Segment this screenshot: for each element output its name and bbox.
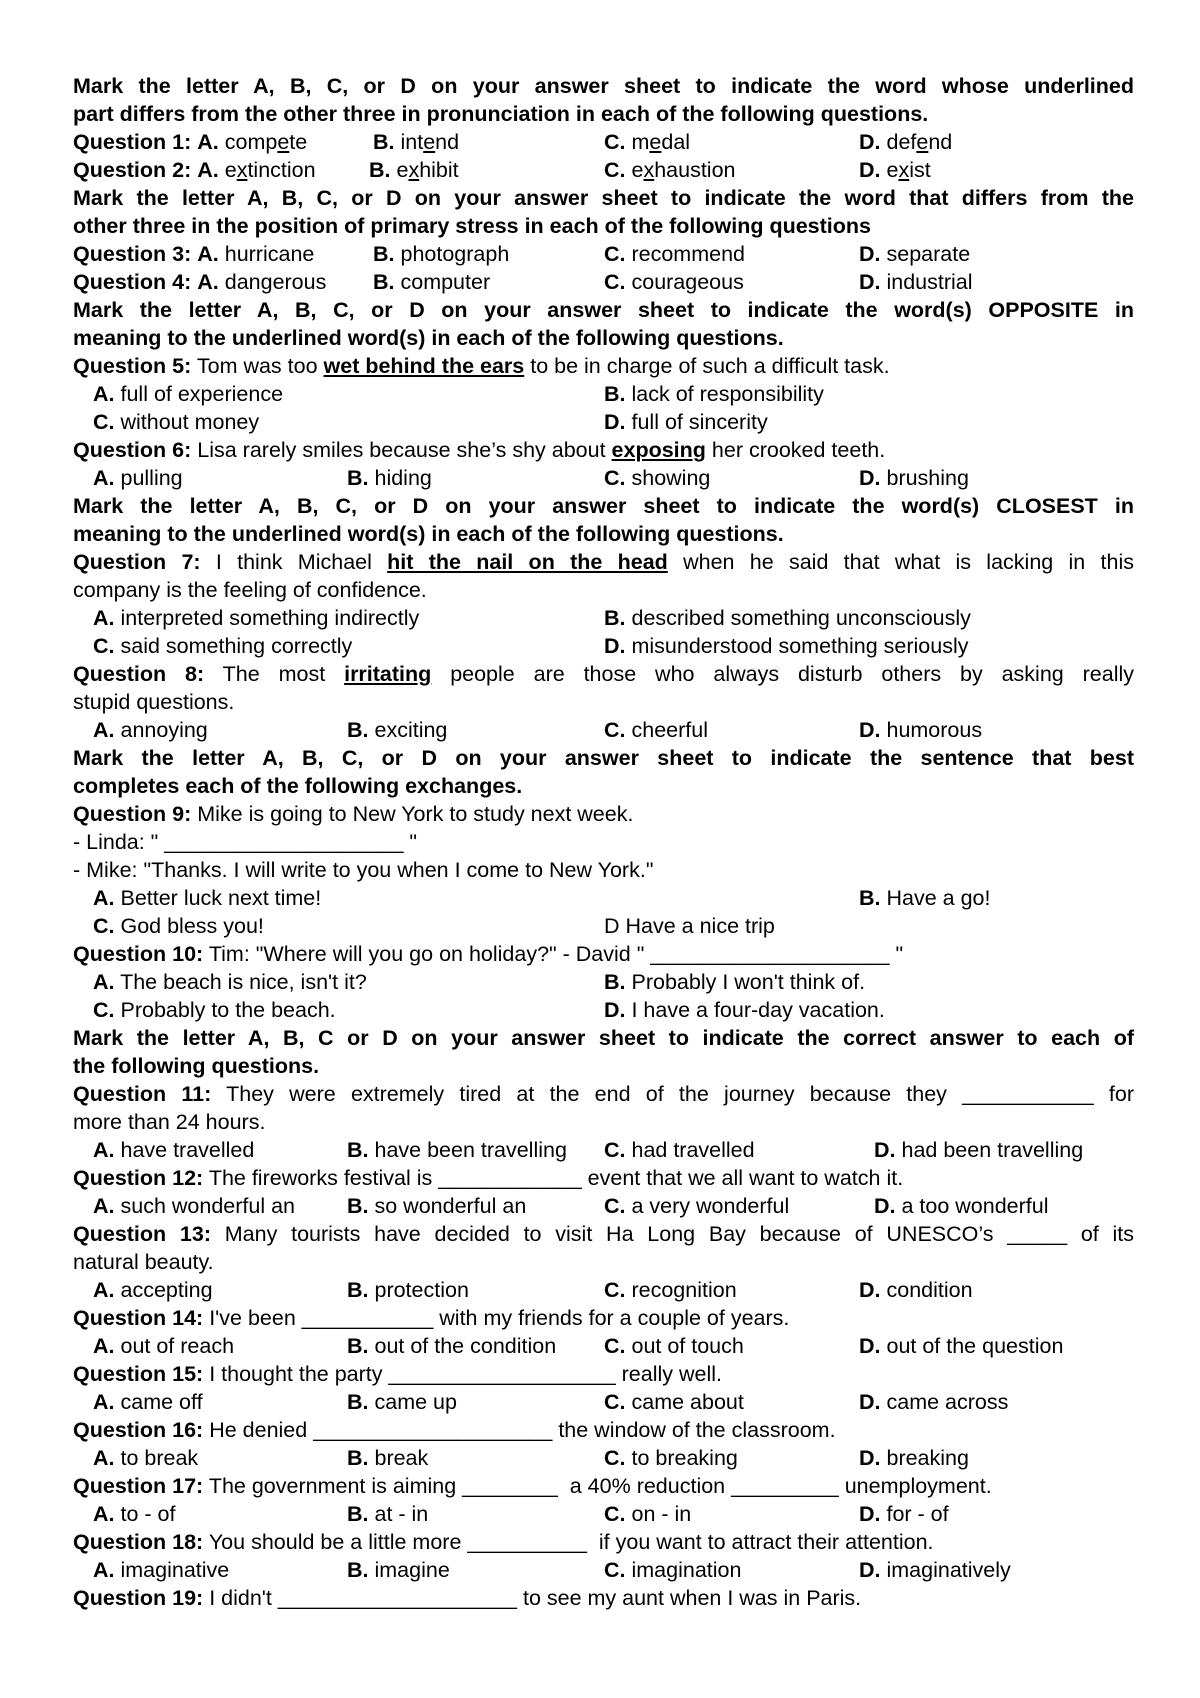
- option-b: at - in: [374, 1502, 429, 1526]
- question-label: Question 8:: [73, 662, 205, 686]
- option-a: came off: [120, 1390, 203, 1414]
- option-d: brushing: [886, 466, 969, 490]
- question-9-mike: - Mike: "Thanks. I will write to you when I come to New York.": [73, 858, 654, 882]
- question-6: Question 6: Lisa rarely smiles because she’s shy about exposing her crooked teeth.: [73, 438, 886, 462]
- question-11-continuation: more than 24 hours.: [73, 1110, 266, 1134]
- question-8: Question 8: The most irritating people are those who always disturb others by asking really: [73, 662, 1135, 686]
- question-10-options-row-2: C. Probably to the beach. D. I have a four-day vacation.: [93, 998, 885, 1022]
- option-a: The beach is nice, isn't it?: [120, 970, 367, 994]
- question-15-options: A. came off B. came up C. came about D. came across: [93, 1390, 1009, 1414]
- question-7-options-row-1: A. interpreted something indirectly B. described something unconsciously: [93, 606, 971, 630]
- option-d: imaginatively: [886, 1558, 1011, 1582]
- question-5-options-row-2: C. without money D. full of sincerity: [93, 410, 768, 434]
- option-c: to breaking: [631, 1446, 738, 1470]
- question-label: Question 11:: [73, 1082, 212, 1106]
- instruction-opposite-2: meaning to the underlined word(s) in each of the following questions.: [73, 326, 784, 350]
- option-a: imaginative: [120, 1558, 230, 1582]
- option-b: Probably I won't think of.: [631, 970, 866, 994]
- question-9-linda: - Linda: " ____________________ ": [73, 830, 418, 854]
- option-c: courageous: [631, 270, 744, 294]
- option-d: a too wonderful: [901, 1194, 1049, 1218]
- option-d: industrial: [886, 270, 973, 294]
- instruction-pronunciation-1: Mark the letter A, B, C, or D on your answer sheet to indicate the word whose underlined: [73, 74, 1134, 98]
- question-7-options-row-2: C. said something correctly D. misunderstood something seriously: [93, 634, 969, 658]
- underlined-phrase: irritating: [344, 662, 432, 686]
- question-1: Question 1: A. compete B. intend C. medal D. defend: [73, 130, 953, 154]
- question-9-options-row-2: C. God bless you! D Have a nice trip: [93, 914, 775, 938]
- question-13: Question 13: Many tourists have decided to visit Ha Long Bay because of UNESCO’s _____ of its: [73, 1222, 1134, 1246]
- option-c: cheerful: [631, 718, 708, 742]
- option-c: medal: [631, 130, 691, 154]
- instruction-exchanges-2: completes each of the following exchanges.: [73, 774, 523, 798]
- option-b: so wonderful an: [374, 1194, 527, 1218]
- question-label: Question 5:: [73, 354, 192, 378]
- option-a: pulling: [120, 466, 183, 490]
- question-9-options-row-1: A. Better luck next time! B. Have a go!: [93, 886, 991, 910]
- question-label: Question 6:: [73, 438, 192, 462]
- option-a: such wonderful an: [120, 1194, 295, 1218]
- question-11: Question 11: They were extremely tired at the end of the journey because they ___________ for: [73, 1082, 1134, 1106]
- question-19: Question 19: I didn't ____________________ to see my aunt when I was in Paris.: [73, 1586, 862, 1610]
- option-b: hiding: [374, 466, 432, 490]
- question-7-continuation: company is the feeling of confidence.: [73, 578, 427, 602]
- question-8-continuation: stupid questions.: [73, 690, 235, 714]
- option-d: D Have a nice trip: [604, 914, 775, 938]
- question-4: Question 4: A. dangerous B. computer C. courageous D. industrial: [73, 270, 973, 294]
- option-d: full of sincerity: [631, 410, 768, 434]
- question-17-options: A. to - of B. at - in C. on - in D. for - of: [93, 1502, 949, 1526]
- question-11-options: A. have travelled B. have been travelling C. had travelled D. had been travelling: [93, 1138, 1084, 1162]
- question-2: Question 2: A. extinction B. exhibit C. exhaustion D. exist: [73, 158, 931, 182]
- option-b: have been travelling: [374, 1138, 567, 1162]
- option-a: accepting: [120, 1278, 213, 1302]
- option-c: came about: [631, 1390, 744, 1414]
- question-17: Question 17: The government is aiming ________ a 40% reduction _________ unemployment.: [73, 1474, 992, 1498]
- instruction-closest-2: meaning to the underlined word(s) in each of the following questions.: [73, 522, 784, 546]
- question-label: Question 15:: [73, 1362, 204, 1386]
- option-a: to break: [120, 1446, 199, 1470]
- question-label: Question 1:: [73, 130, 192, 154]
- instruction-stress-2: other three in the position of primary stress in each of the following questions: [73, 214, 871, 238]
- question-10: Question 10: Tim: "Where will you go on holiday?" - David " ____________________ ": [73, 942, 904, 966]
- option-c: exhaustion: [631, 158, 736, 182]
- option-a: annoying: [120, 718, 208, 742]
- option-b: lack of responsibility: [631, 382, 824, 406]
- option-d: exist: [886, 158, 931, 182]
- option-a: hurricane: [224, 242, 315, 266]
- option-c: God bless you!: [120, 914, 264, 938]
- option-a: full of experience: [120, 382, 284, 406]
- option-c: recognition: [631, 1278, 737, 1302]
- option-d: came across: [886, 1390, 1009, 1414]
- instruction-closest-1: Mark the letter A, B, C, or D on your answer sheet to indicate the word(s) CLOSEST in: [73, 494, 1134, 518]
- question-14: Question 14: I've been ___________ with my friends for a couple of years.: [73, 1306, 790, 1330]
- question-3: Question 3: A. hurricane B. photograph C. recommend D. separate: [73, 242, 971, 266]
- question-7: Question 7: I think Michael hit the nail on the head when he said that what is lacking in this: [73, 550, 1134, 574]
- question-label: Question 13:: [73, 1222, 211, 1246]
- option-c: on - in: [631, 1502, 692, 1526]
- question-12: Question 12: The fireworks festival is ____________ event that we all want to watch it.: [73, 1166, 904, 1190]
- option-b: computer: [400, 270, 491, 294]
- question-5: Question 5: Tom was too wet behind the ears to be in charge of such a difficult task.: [73, 354, 890, 378]
- question-14-options: A. out of reach B. out of the condition C. out of touch D. out of the question: [93, 1334, 1064, 1358]
- option-d: I have a four-day vacation.: [631, 998, 885, 1022]
- option-d: condition: [886, 1278, 973, 1302]
- question-13-continuation: natural beauty.: [73, 1250, 214, 1274]
- option-b: photograph: [400, 242, 510, 266]
- question-label: Question 10:: [73, 942, 204, 966]
- option-c: a very wonderful: [631, 1194, 790, 1218]
- option-c: imagination: [631, 1558, 742, 1582]
- question-13-options: A. accepting B. protection C. recognition D. condition: [93, 1278, 973, 1302]
- instruction-opposite-1: Mark the letter A, B, C, or D on your answer sheet to indicate the word(s) OPPOSITE in: [73, 298, 1134, 322]
- question-16-options: A. to break B. break C. to breaking D. breaking: [93, 1446, 969, 1470]
- option-b: came up: [374, 1390, 457, 1414]
- option-d: defend: [886, 130, 953, 154]
- underlined-phrase: wet behind the ears: [323, 354, 525, 378]
- question-15: Question 15: I thought the party ___________________ really well.: [73, 1362, 723, 1386]
- option-d: humorous: [886, 718, 983, 742]
- underlined-phrase: hit the nail on the head: [387, 550, 668, 574]
- option-c: had travelled: [631, 1138, 755, 1162]
- question-10-options-row-1: A. The beach is nice, isn't it? B. Probably I won't think of.: [93, 970, 866, 994]
- option-d: for - of: [886, 1502, 949, 1526]
- option-b: described something unconsciously: [631, 606, 971, 630]
- question-5-options-row-1: A. full of experience B. lack of responsibility: [93, 382, 824, 406]
- option-b: break: [374, 1446, 429, 1470]
- question-label: Question 2:: [73, 158, 192, 182]
- question-8-options: A. annoying B. exciting C. cheerful D. humorous: [93, 718, 983, 742]
- option-a: interpreted something indirectly: [120, 606, 420, 630]
- question-label: Question 3:: [73, 242, 192, 266]
- option-c: showing: [631, 466, 711, 490]
- question-label: Question 18:: [73, 1530, 204, 1554]
- option-b: protection: [374, 1278, 469, 1302]
- instruction-exchanges-1: Mark the letter A, B, C, or D on your answer sheet to indicate the sentence that best: [73, 746, 1134, 770]
- option-d: out of the question: [886, 1334, 1064, 1358]
- question-16: Question 16: He denied ____________________ the window of the classroom.: [73, 1418, 836, 1442]
- option-a: dangerous: [224, 270, 327, 294]
- option-b: Have a go!: [886, 886, 991, 910]
- question-label: Question 17:: [73, 1474, 204, 1498]
- option-b: exciting: [374, 718, 448, 742]
- option-a: out of reach: [120, 1334, 235, 1358]
- option-a: have travelled: [120, 1138, 255, 1162]
- question-9: Question 9: Mike is going to New York to study next week.: [73, 802, 634, 826]
- question-label: Question 4:: [73, 270, 192, 294]
- option-d: breaking: [886, 1446, 969, 1470]
- option-c: without money: [120, 410, 260, 434]
- option-a: extinction: [224, 158, 316, 182]
- option-b: imagine: [374, 1558, 450, 1582]
- instruction-correct-1: Mark the letter A, B, C or D on your answer sheet to indicate the correct answer to each of: [73, 1026, 1134, 1050]
- question-18: Question 18: You should be a little more __________ if you want to attract their attention.: [73, 1530, 934, 1554]
- option-c: recommend: [631, 242, 745, 266]
- option-d: misunderstood something seriously: [631, 634, 969, 658]
- question-12-options: A. such wonderful an B. so wonderful an C. a very wonderful D. a too wonderful: [93, 1194, 1049, 1218]
- option-c: said something correctly: [120, 634, 353, 658]
- option-a: Better luck next time!: [120, 886, 322, 910]
- instruction-pronunciation-2: part differs from the other three in pronunciation in each of the following questions.: [73, 102, 929, 126]
- question-label: Question 16:: [73, 1418, 204, 1442]
- option-a: compete: [224, 130, 308, 154]
- option-d: had been travelling: [901, 1138, 1084, 1162]
- option-c: out of touch: [631, 1334, 744, 1358]
- option-a: to - of: [120, 1502, 176, 1526]
- option-b: exhibit: [396, 158, 459, 182]
- instruction-correct-2: the following questions.: [73, 1054, 320, 1078]
- question-label: Question 12:: [73, 1166, 204, 1190]
- instruction-stress-1: Mark the letter A, B, C, or D on your answer sheet to indicate the word that differs from the: [73, 186, 1134, 210]
- question-label: Question 7:: [73, 550, 201, 574]
- question-label: Question 9:: [73, 802, 192, 826]
- question-label: Question 14:: [73, 1306, 204, 1330]
- option-b: out of the condition: [374, 1334, 557, 1358]
- underlined-phrase: exposing: [611, 438, 706, 462]
- option-d: separate: [886, 242, 971, 266]
- option-c: Probably to the beach.: [120, 998, 336, 1022]
- question-18-options: A. imaginative B. imagine C. imagination D. imaginatively: [93, 1558, 1011, 1582]
- question-6-options: A. pulling B. hiding C. showing D. brushing: [93, 466, 969, 490]
- question-label: Question 19:: [73, 1586, 204, 1610]
- option-b: intend: [400, 130, 460, 154]
